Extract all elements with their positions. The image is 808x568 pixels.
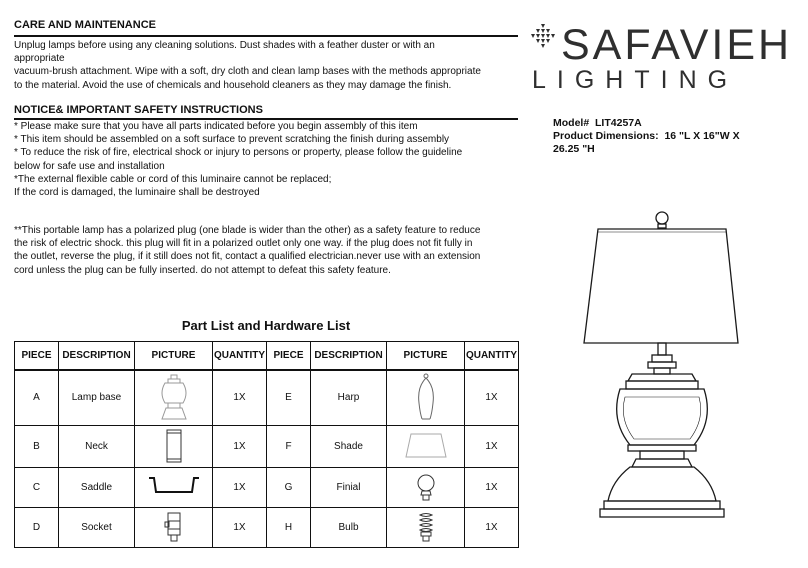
polarized-line: the outlet, reverse the plug, if it still does not fit, contact a qualified electrician.never use with an extension [14, 251, 481, 263]
quantity-cell: 1X [465, 467, 519, 507]
dimensions-value-2: 26.25 "H [553, 143, 595, 155]
care-line: appropriate [14, 53, 65, 65]
quantity-cell: 1X [213, 467, 267, 507]
care-heading: CARE AND MAINTENANCE [14, 19, 156, 31]
notice-text [14, 120, 524, 199]
piece-cell: B [15, 425, 59, 467]
saddle-icon [146, 474, 202, 500]
quantity-cell: 1X [213, 425, 267, 467]
notice-line: * To reduce the risk of fire, electrical shock or injury to persons or property, please follow the guideline [14, 147, 463, 159]
brand-name: SAFAVIEH [561, 21, 793, 69]
description-cell: Finial [311, 467, 387, 507]
quantity-cell: 1X [213, 370, 267, 425]
piece-cell: C [15, 467, 59, 507]
care-text [14, 39, 524, 92]
picture-cell [135, 507, 213, 547]
table-row [15, 370, 519, 425]
shade-icon [403, 431, 449, 461]
care-line: Unplug lamps before using any cleaning solutions. Dust shades with a feather duster or with an [14, 40, 435, 51]
piece-cell: D [15, 507, 59, 547]
neck-icon [164, 428, 184, 464]
lamp-base-icon [159, 373, 189, 423]
model-label: Model# [553, 117, 590, 129]
notice-line: * This item should be assembled on a soft surface to prevent scratching the finish during assembly [14, 134, 450, 146]
parts-table [14, 341, 519, 548]
piece-cell: F [267, 425, 311, 467]
care-line: vacuum-brush attachment. Wipe with a soft, dry cloth and clean lamp bases with the methods appropriate [14, 66, 481, 78]
model-value: LIT4257A [595, 117, 642, 129]
quantity-cell: 1X [465, 370, 519, 425]
picture-cell [387, 425, 465, 467]
header-picture: PICTURE [135, 342, 213, 371]
table-row [15, 467, 519, 507]
table-lamp-drawing [570, 205, 750, 560]
piece-cell: G [267, 467, 311, 507]
polarized-line: **This portable lamp has a polarized plug (one blade is wider than the other) as a safety feature to reduce [14, 225, 481, 236]
piece-cell: H [267, 507, 311, 547]
quantity-cell: 1X [213, 507, 267, 547]
notice-line: * Please make sure that you have all parts indicated before you begin assembly of this item [14, 121, 418, 132]
picture-cell [135, 467, 213, 507]
picture-cell [387, 507, 465, 547]
picture-cell [135, 425, 213, 467]
polarized-line: cord unless the plug can be fully inserted. do not attempt to defeat this safety feature. [14, 264, 391, 276]
notice-line: below for safe use and installation [14, 160, 165, 172]
spiral-bulb-icon [414, 511, 438, 543]
product-specs [553, 117, 803, 156]
table-header-row [15, 342, 519, 371]
description-cell: Shade [311, 425, 387, 467]
care-line: to the material. Avoid the use of chemicals and household cleaners as they may damage the finish. [14, 79, 452, 91]
notice-line: *The external flexible cable or cord of this luminaire cannot be replaced; [14, 173, 332, 185]
quantity-cell: 1X [465, 507, 519, 547]
dimensions-value: 16 "L X 16"W X [664, 130, 740, 142]
dimensions-label: Product Dimensions: [553, 130, 659, 142]
description-cell: Harp [311, 370, 387, 425]
harp-icon [411, 373, 441, 423]
table-row [15, 507, 519, 547]
picture-cell [135, 370, 213, 425]
picture-cell [387, 467, 465, 507]
table-row [15, 425, 519, 467]
header-quantity-2: QUANTITY [465, 342, 519, 371]
polarized-text [14, 224, 524, 277]
header-quantity: QUANTITY [213, 342, 267, 371]
header-piece: PIECE [15, 342, 59, 371]
header-picture-2: PICTURE [387, 342, 465, 371]
piece-cell: E [267, 370, 311, 425]
header-piece-2: PIECE [267, 342, 311, 371]
polarized-line: the risk of electric shock. this plug will fit in a polarized outlet only one way. if the plug does not fit fully in [14, 238, 473, 250]
description-cell: Saddle [59, 467, 135, 507]
triangle-pattern-logo-icon [528, 24, 558, 48]
socket-icon [163, 511, 185, 543]
quantity-cell: 1X [465, 425, 519, 467]
header-description-2: DESCRIPTION [311, 342, 387, 371]
piece-cell: A [15, 370, 59, 425]
parts-table-title: Part List and Hardware List [181, 318, 351, 333]
notice-line: If the cord is damaged, the luminaire shall be destroyed [14, 187, 260, 199]
description-cell: Socket [59, 507, 135, 547]
description-cell: Neck [59, 425, 135, 467]
brand-sub: LIGHTING [532, 66, 739, 94]
picture-cell [387, 370, 465, 425]
description-cell: Lamp base [59, 370, 135, 425]
notice-heading: NOTICE& IMPORTANT SAFETY INSTRUCTIONS [14, 104, 263, 116]
description-cell: Bulb [311, 507, 387, 547]
finial-icon [414, 472, 438, 502]
header-description: DESCRIPTION [59, 342, 135, 371]
care-rule [14, 35, 518, 37]
